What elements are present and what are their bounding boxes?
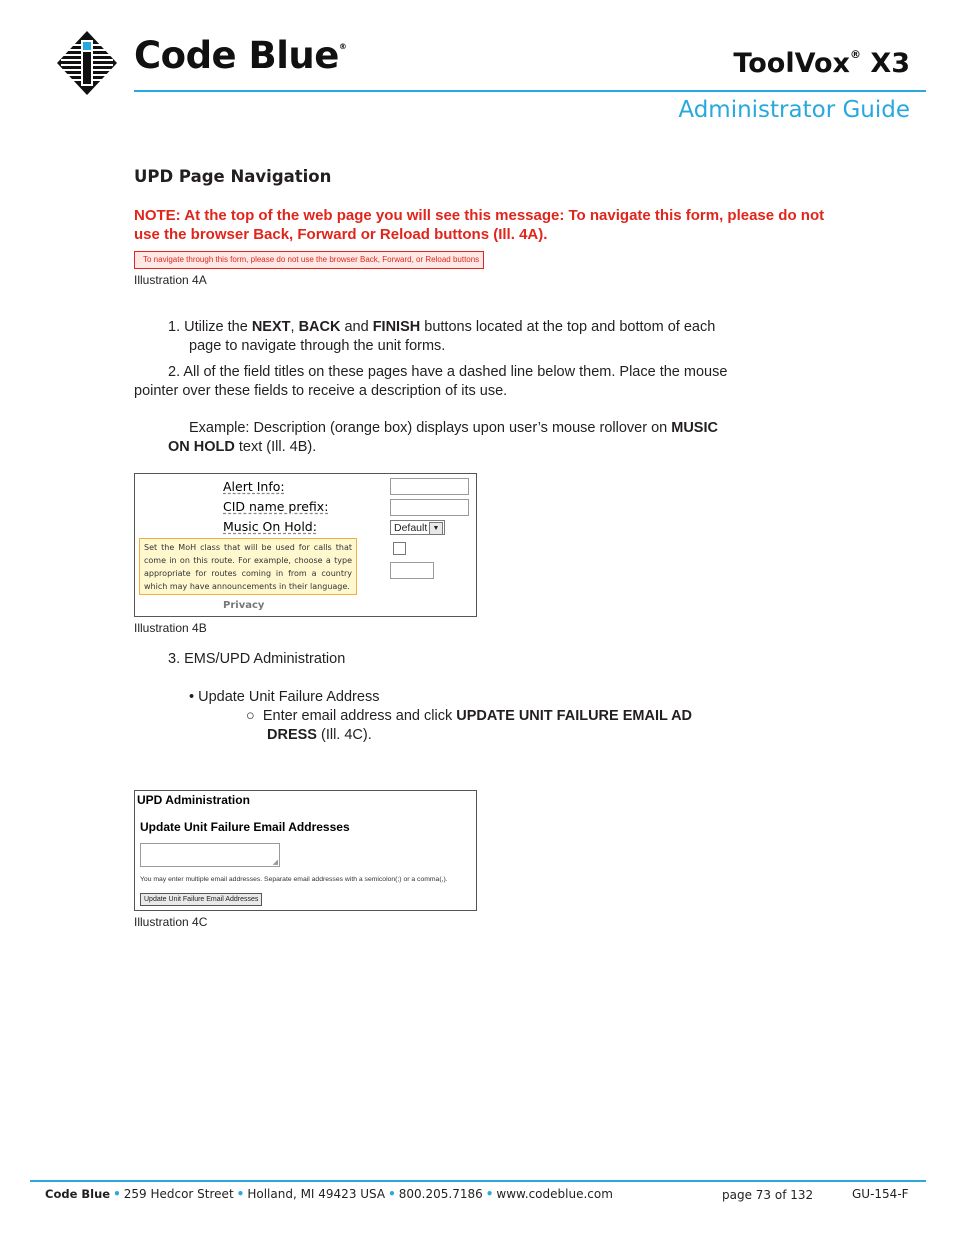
resize-handle-icon[interactable]: ◢ — [272, 859, 278, 866]
moh-description-tooltip: Set the MoH class that will be used for calls that come in on this route. For example, choose a type appropriate for routes coming in from a country which may have announcements in their language. — [139, 538, 357, 595]
sub-bullet-line2: DRESS (Ill. 4C). — [267, 727, 372, 743]
section-title: UPD Page Navigation — [134, 167, 332, 186]
example-line1: Example: Description (orange box) displays upon user’s mouse rollover on MUSIC — [189, 420, 718, 436]
upd-admin-title: UPD Administration — [137, 793, 250, 807]
bullet-update-unit-failure: • Update Unit Failure Address — [189, 689, 380, 705]
alert-info-input[interactable] — [390, 478, 469, 495]
navigation-warning-banner: To navigate through this form, please do not use the browser Back, Forward, or Reload buttons — [134, 251, 484, 269]
extra-input[interactable] — [390, 562, 434, 579]
caption-4c: Illustration 4C — [134, 915, 208, 929]
footer-address: Code Blue • 259 Hedcor Street • Holland, MI 49423 USA • 800.205.7186 • www.codeblue.com — [45, 1187, 613, 1201]
document-number: GU-154-F — [852, 1187, 909, 1201]
sub-bullet-line1: ○ Enter email address and click UPDATE UNIT FAILURE EMAIL AD — [246, 708, 693, 724]
email-help-text: You may enter multiple email addresses. Separate email addresses with a semicolon(;) or a comma(,). — [140, 876, 448, 883]
product-title: ToolVox® X3 — [733, 48, 910, 79]
privacy-label: Privacy — [223, 600, 265, 611]
list-item-2-line2: pointer over these fields to receive a description of its use. — [134, 383, 508, 399]
cid-name-prefix-label[interactable]: CID name prefix: — [223, 499, 329, 514]
email-addresses-textarea[interactable] — [140, 843, 280, 867]
caption-4b: Illustration 4B — [134, 621, 207, 635]
chevron-down-icon: ▼ — [429, 522, 443, 535]
update-email-subtitle: Update Unit Failure Email Addresses — [140, 820, 350, 834]
illustration-4b — [134, 473, 477, 617]
navigation-note: NOTE: At the top of the web page you will see this message: To navigate this form, please do not use the browser Back, Forward or Reload buttons (Ill. 4A). — [134, 207, 825, 243]
list-item-2-line1: 2. All of the field titles on these pages have a dashed line below them. Place the mouse — [168, 364, 728, 380]
footer-divider — [30, 1180, 926, 1182]
music-on-hold-select[interactable]: Default ▼ — [390, 520, 445, 535]
document-subtitle: Administrator Guide — [678, 97, 910, 123]
example-line2: ON HOLD text (Ill. 4B). — [168, 439, 317, 455]
list-item-1: 1. Utilize the NEXT, BACK and FINISH buttons located at the top and bottom of each page to navigate through the unit forms. — [168, 319, 716, 354]
header-divider — [134, 90, 926, 92]
page-number: page 73 of 132 — [722, 1188, 814, 1202]
cid-name-prefix-input[interactable] — [390, 499, 469, 516]
illustration-4c — [134, 790, 477, 911]
brand-logo-text: Code Blue® — [134, 34, 347, 77]
caption-4a: Illustration 4A — [134, 273, 207, 287]
music-on-hold-label[interactable]: Music On Hold: — [223, 519, 317, 534]
route-checkbox[interactable] — [393, 542, 406, 555]
update-email-addresses-button[interactable]: Update Unit Failure Email Addresses — [140, 893, 262, 906]
code-blue-logo-icon — [56, 30, 118, 96]
list-item-3: 3. EMS/UPD Administration — [168, 651, 346, 667]
alert-info-label[interactable]: Alert Info: — [223, 479, 285, 494]
